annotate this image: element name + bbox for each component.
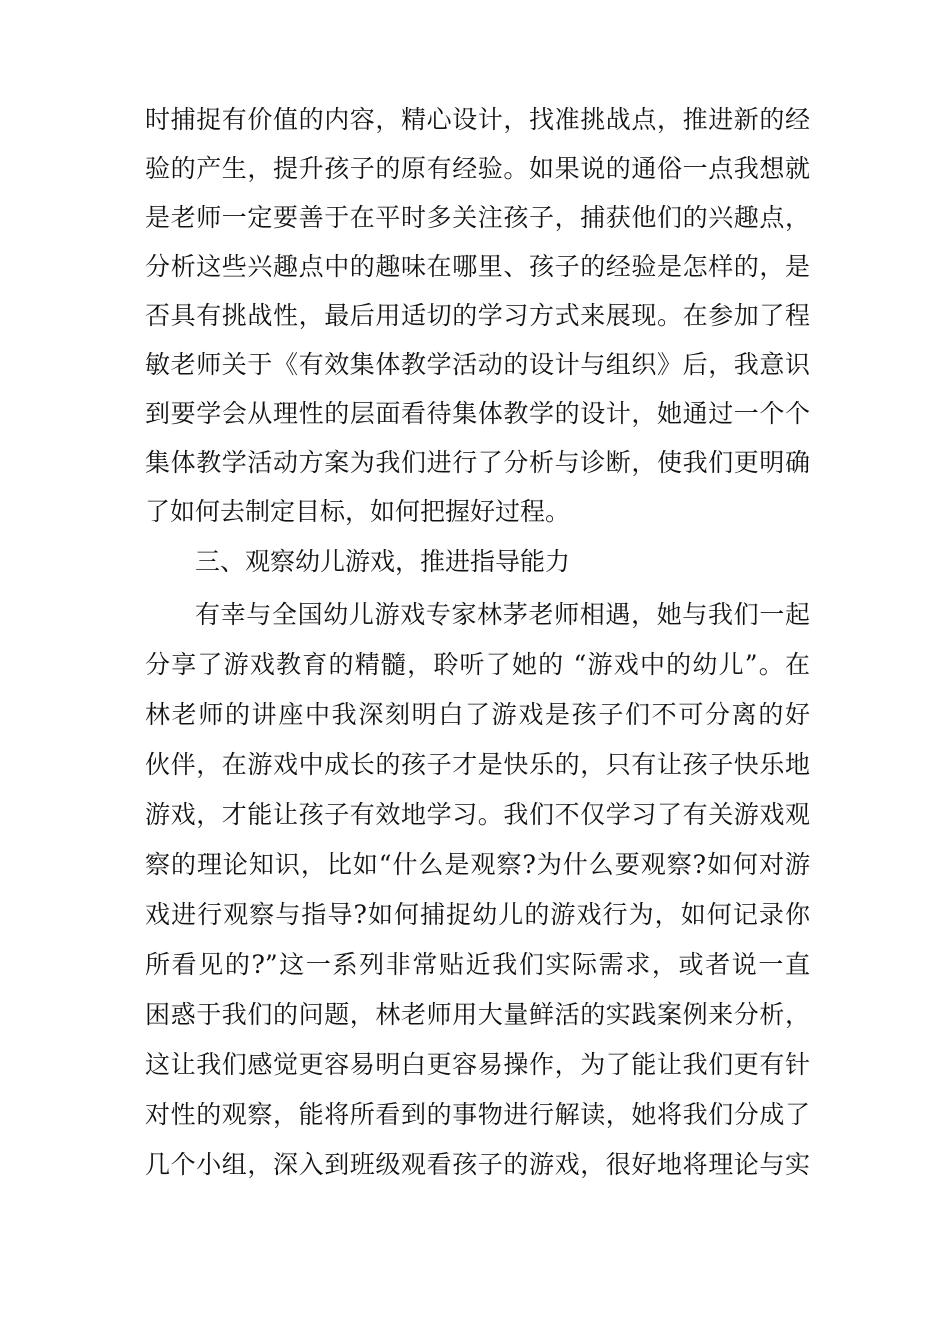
- paragraph-line-17: 所看见的?”这一系列非常贴近我们实际需求，或者说一直: [145, 950, 810, 979]
- paragraph-line-9: 了如何去制定目标，如何把握好过程。: [145, 497, 571, 526]
- paragraph-line-8: 集体教学活动方案为我们进行了分析与诊断，使我们更明确: [145, 448, 810, 477]
- paragraph-line-2: 验的产生，提升孩子的原有经验。如果说的通俗一点我想就: [145, 154, 810, 183]
- paragraph-line-3: 是老师一定要善于在平时多关注孩子，捕获他们的兴趣点，: [145, 203, 810, 232]
- paragraph-line-1: 时捕捉有价值的内容，精心设计，找准挑战点，推进新的经: [145, 105, 810, 134]
- paragraph-line-15: 察的理论知识，比如“什么是观察?为什么要观察?如何对游: [145, 850, 810, 879]
- paragraph-line-5: 否具有挑战性，最后用适切的学习方式来展现。在参加了程: [145, 301, 810, 330]
- paragraph-line-21: 几个小组，深入到班级观看孩子的游戏，很好地将理论与实: [145, 1150, 810, 1179]
- paragraph-line-10: 有幸与全国幼儿游戏专家林茅老师相遇，她与我们一起: [195, 600, 810, 629]
- paragraph-line-4: 分析这些兴趣点中的趣味在哪里、孩子的经验是怎样的，是: [145, 252, 810, 281]
- paragraph-line-19: 这让我们感觉更容易明白更容易操作，为了能让我们更有针: [145, 1050, 810, 1079]
- paragraph-line-12: 林老师的讲座中我深刻明白了游戏是孩子们不可分离的好: [145, 700, 810, 729]
- paragraph-line-18: 困惑于我们的问题，林老师用大量鲜活的实践案例来分析，: [145, 1000, 810, 1029]
- paragraph-line-16: 戏进行观察与指导?如何捕捉幼儿的游戏行为，如何记录你: [145, 900, 810, 929]
- paragraph-line-7: 到要学会从理性的层面看待集体教学的设计，她通过一个个: [145, 399, 810, 428]
- paragraph-line-13: 伙伴，在游戏中成长的孩子才是快乐的，只有让孩子快乐地: [145, 750, 810, 779]
- paragraph-line-11: 分享了游戏教育的精髓，聆听了她的 “游戏中的幼儿”。在: [145, 650, 810, 679]
- paragraph-line-14: 游戏，才能让孩子有效地学习。我们不仅学习了有关游戏观: [145, 800, 810, 829]
- paragraph-line-20: 对性的观察，能将所看到的事物进行解读，她将我们分成了: [145, 1100, 810, 1129]
- section-heading: 三、观察幼儿游戏，推进指导能力: [195, 547, 571, 576]
- paragraph-line-6: 敏老师关于《有效集体教学活动的设计与组织》后，我意识: [145, 350, 810, 379]
